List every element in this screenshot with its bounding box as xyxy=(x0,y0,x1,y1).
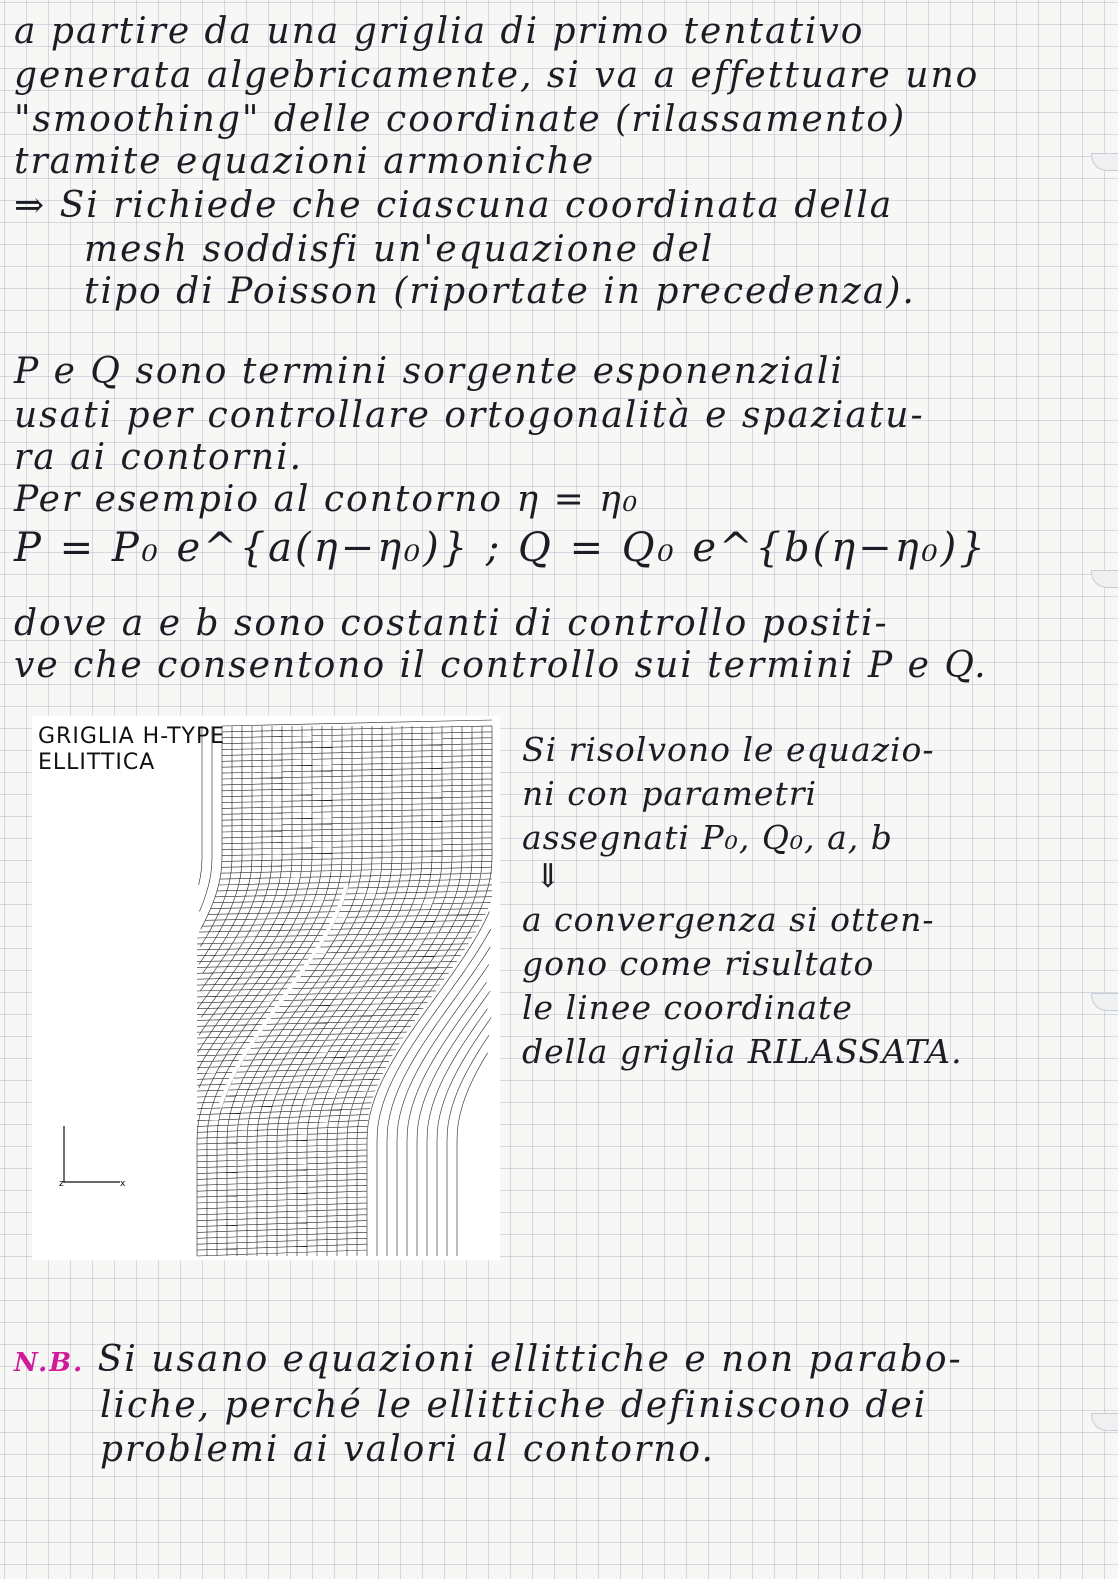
text-line-9: usati per controllare ortogonalità e spaziatu- xyxy=(14,395,925,436)
text-line-4: tramite equazioni armoniche xyxy=(14,141,596,182)
side-line-1: Si risolvono le equazio- xyxy=(522,730,935,769)
figure-caption-line1: GRIGLIA H-TYPE xyxy=(38,724,226,749)
text-line-8: P e Q sono termini sorgente esponenziali xyxy=(14,351,844,392)
side-line-3: assegnati P₀, Q₀, a, b xyxy=(522,818,893,857)
side-line-2: ni con parametri xyxy=(522,774,818,813)
text-line-11: Per esempio al contorno η = η₀ xyxy=(14,479,640,520)
figure-caption-line2: ELLITTICA xyxy=(38,750,156,775)
text-line-5: ⇒ Si richiede che ciascuna coordinata della xyxy=(14,185,894,226)
side-line-7: le linee coordinate xyxy=(522,988,853,1027)
nb-line-2: liche, perché le ellittiche definiscono dei xyxy=(100,1385,928,1426)
mesh-figure xyxy=(32,716,500,1260)
axis-z-label: z xyxy=(59,1179,64,1189)
mesh-lines xyxy=(197,720,492,1256)
text-line-2: generata algebricamente, si va a effettuare uno xyxy=(14,55,980,96)
axis-x-label: x xyxy=(120,1179,126,1189)
nb-text-1: Si usano equazioni ellittiche e non parabo- xyxy=(97,1339,963,1380)
side-line-8: della griglia RILASSATA. xyxy=(522,1032,963,1071)
nb-label: N.B. xyxy=(14,1348,85,1378)
side-line-6: gono come risultato xyxy=(522,944,875,983)
text-line-10: ra ai contorni. xyxy=(14,437,304,478)
side-line-5: a convergenza si otten- xyxy=(522,900,935,939)
text-line-7: tipo di Poisson (riportate in precedenza). xyxy=(84,271,916,312)
down-arrow: ⇓ xyxy=(534,856,563,895)
text-line-6: mesh soddisfi un'equazione del xyxy=(84,229,715,270)
nb-line-3: problemi ai valori al contorno. xyxy=(100,1429,715,1470)
nb-line-1 xyxy=(14,1340,1098,1383)
axes-indicator xyxy=(64,1126,120,1182)
formula-line: P = P₀ e^{a(η−η₀)} ; Q = Q₀ e^{b(η−η₀)} xyxy=(14,525,988,571)
h-type-grid-image xyxy=(32,716,500,1260)
text-line-14: ve che consentono il controllo sui termini P e Q. xyxy=(14,645,988,686)
text-line-3: "smoothing" delle coordinate (rilassamento) xyxy=(14,99,907,140)
text-line-13: dove a e b sono costanti di controllo positi- xyxy=(14,603,889,644)
text-line-1: a partire da una griglia di primo tentativo xyxy=(14,11,865,52)
